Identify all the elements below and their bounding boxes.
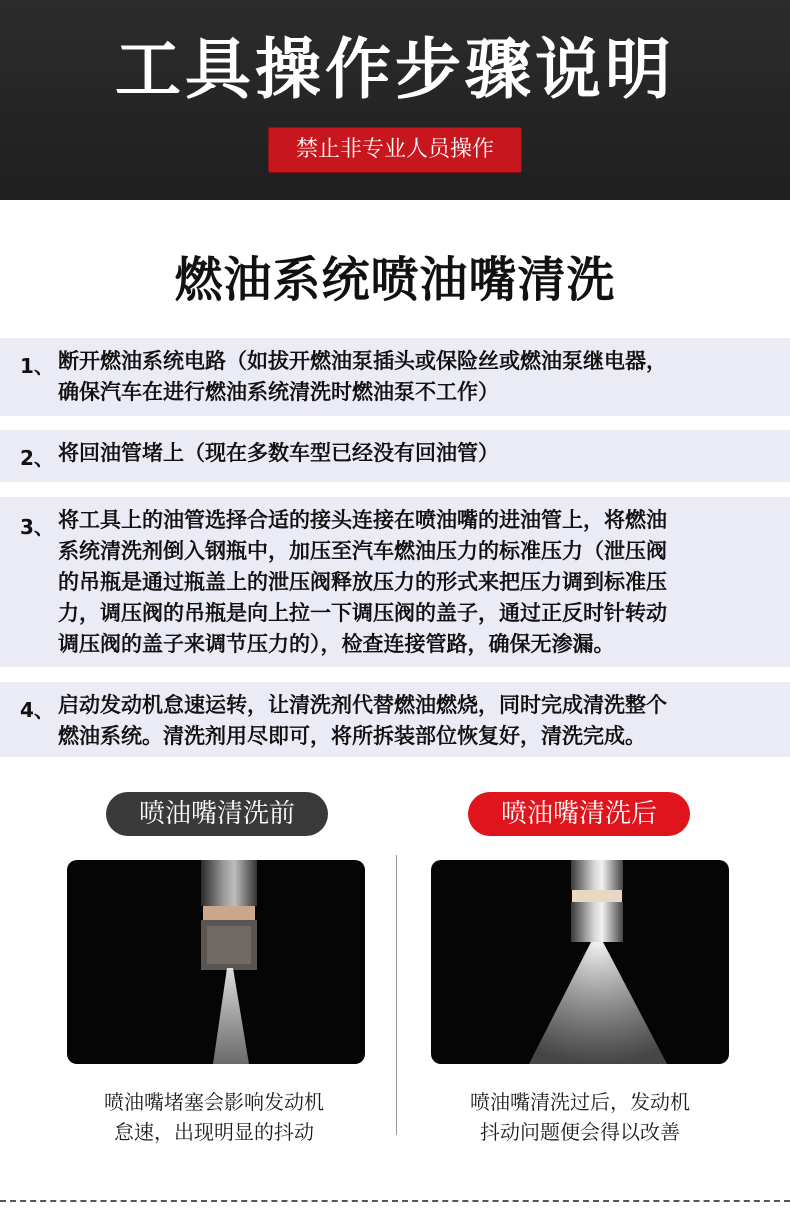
before-label: 喷油嘴清洗前 — [106, 792, 328, 836]
step-text: 断开燃油系统电路（如拔开燃油泵插头或保险丝或燃油泵继电器， 确保汽车在进行燃油系统清洗时燃油泵不工作） — [58, 349, 667, 404]
nozzle-after-photo — [431, 860, 729, 1064]
step-item — [0, 430, 790, 482]
step-item — [0, 682, 790, 757]
step-number: 3、 — [20, 515, 54, 539]
step-text: 启动发动机怠速运转，让清洗剂代替燃油燃烧，同时完成清洗整个 燃油系统。清洗剂用尽即可，将所拆装部位恢复好，清洗完成。 — [58, 693, 667, 748]
step-item — [0, 497, 790, 667]
step-number: 4、 — [20, 698, 54, 722]
section-title: 燃油系统喷油嘴清洗 — [174, 252, 616, 308]
warning-badge: 禁止非专业人员操作 — [268, 127, 522, 173]
compare-divider — [396, 855, 397, 1135]
dashed-divider — [0, 1200, 790, 1202]
step-text: 将工具上的油管选择合适的接头连接在喷油嘴的进油管上，将燃油 系统清洗剂倒入钢瓶中，加压至汽车燃油压力的标准压力（泄压阀 的吊瓶是通过瓶盖上的泄压阀释放压力的形式来把压力调到标准压 力，调压阀的吊瓶是向上拉一下调压阀的盖子，通过正反时针转动 调压阀的盖子来调节压力的），检查连接管路，确保无渗漏。 — [58, 508, 667, 656]
header-banner — [0, 0, 790, 200]
step-text: 将回油管堵上（现在多数车型已经没有回油管） — [58, 441, 499, 465]
clean-nozzle-illustration — [431, 860, 729, 1064]
before-caption: 喷油嘴堵塞会影响发动机 怠速，出现明显的抖动 — [104, 1090, 324, 1144]
step-item — [0, 338, 790, 416]
step-number: 2、 — [20, 446, 54, 470]
clogged-nozzle-illustration — [67, 860, 365, 1064]
step-number: 1、 — [20, 354, 54, 378]
nozzle-before-photo — [67, 860, 365, 1064]
after-caption: 喷油嘴清洗过后，发动机 抖动问题便会得以改善 — [470, 1090, 690, 1144]
after-label: 喷油嘴清洗后 — [468, 792, 690, 836]
page-title: 工具操作步骤说明 — [115, 31, 675, 108]
